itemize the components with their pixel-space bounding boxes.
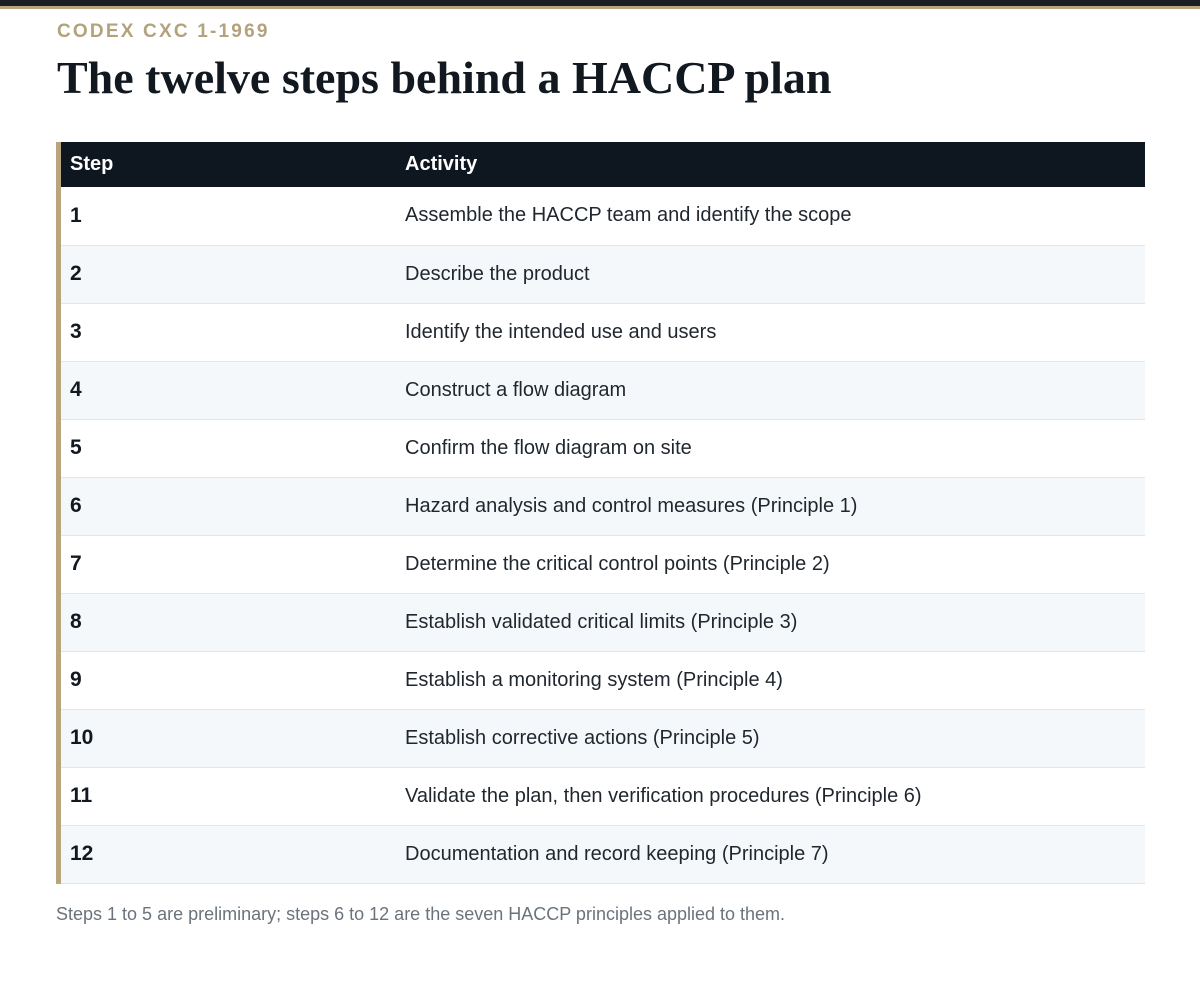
step-number: 3 <box>70 320 82 343</box>
step-activity: Assemble the HACCP team and identify the scope <box>405 204 852 227</box>
step-number: 10 <box>70 726 94 749</box>
step-activity: Hazard analysis and control measures (Principle 1) <box>405 494 858 517</box>
steps-table <box>61 142 1145 884</box>
step-number: 5 <box>70 436 82 459</box>
step-activity: Describe the product <box>405 262 590 285</box>
step-activity: Establish corrective actions (Principle 5) <box>405 726 760 749</box>
document-eyebrow: CODEX CXC 1-1969 <box>57 21 270 42</box>
step-activity: Identify the intended use and users <box>405 320 717 343</box>
step-activity: Confirm the flow diagram on site <box>405 436 692 459</box>
table-row <box>61 535 1145 593</box>
step-number: 12 <box>70 842 94 865</box>
table-row <box>61 709 1145 767</box>
step-number: 6 <box>70 494 82 517</box>
step-number: 4 <box>70 378 82 401</box>
table-row <box>61 477 1145 535</box>
table-row <box>61 361 1145 419</box>
step-number: 2 <box>70 262 82 285</box>
step-activity: Construct a flow diagram <box>405 378 627 401</box>
step-activity: Documentation and record keeping (Principle 7) <box>405 842 829 865</box>
table-row <box>61 303 1145 361</box>
step-number: 7 <box>70 552 82 575</box>
table-body <box>61 187 1145 883</box>
table-row <box>61 593 1145 651</box>
step-number: 9 <box>70 668 82 691</box>
steps-table-container <box>56 142 1145 884</box>
table-row <box>61 651 1145 709</box>
step-activity: Determine the critical control points (Principle 2) <box>405 552 830 575</box>
step-number: 8 <box>70 610 82 633</box>
step-activity: Validate the plan, then verification procedures (Principle 6) <box>405 784 922 807</box>
table-row <box>61 245 1145 303</box>
table-header <box>61 142 1145 187</box>
table-row <box>61 767 1145 825</box>
column-header-step: Step <box>70 153 114 175</box>
table-header-row <box>61 142 1145 187</box>
table-row <box>61 825 1145 883</box>
table-footnote: Steps 1 to 5 are preliminary; steps 6 to 12 are the seven HACCP principles applied to them. <box>56 904 786 924</box>
step-activity: Establish a monitoring system (Principle 4) <box>405 668 783 691</box>
step-activity: Establish validated critical limits (Principle 3) <box>405 610 798 633</box>
step-number: 11 <box>70 784 93 807</box>
table-row <box>61 187 1145 245</box>
page-title: The twelve steps behind a HACCP plan <box>57 52 832 103</box>
column-header-activity: Activity <box>405 153 478 175</box>
top-rule <box>0 0 1200 9</box>
step-number: 1 <box>70 203 82 227</box>
table-row <box>61 419 1145 477</box>
